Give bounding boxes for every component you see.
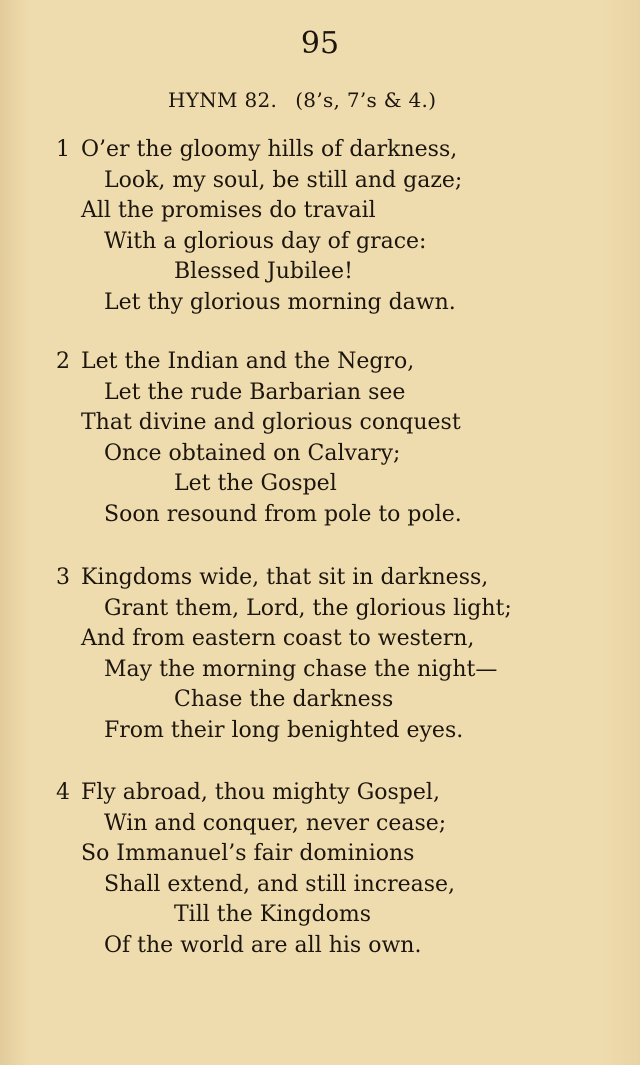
hymn-title: HYNM 82. — [168, 88, 278, 112]
verse-line: Fly abroad, thou mighty Gospel, — [81, 780, 440, 805]
verse-line: Blessed Jubilee! — [174, 259, 353, 284]
verse-line: With a glorious day of grace: — [104, 229, 427, 254]
verse-line: Win and conquer, never cease; — [104, 811, 447, 836]
verse-line: Chase the darkness — [174, 687, 394, 712]
verse-line: Kingdoms wide, that sit in darkness, — [81, 565, 489, 590]
verse-number: 2 — [56, 349, 70, 374]
verse-number: 1 — [56, 137, 70, 162]
verse-line: Let the Gospel — [174, 471, 337, 496]
verse-line: Of the world are all his own. — [104, 933, 422, 958]
verse-number: 3 — [56, 565, 70, 590]
verse-line: That divine and glorious conquest — [81, 410, 461, 435]
verse-line: From their long benighted eyes. — [104, 718, 464, 743]
verse-line: Shall extend, and still increase, — [104, 872, 456, 897]
verse-line: All the promises do travail — [81, 198, 376, 223]
verse-line: Till the Kingdoms — [174, 902, 372, 927]
verse-line: Grant them, Lord, the glorious light; — [104, 596, 512, 621]
verse-line: Once obtained on Calvary; — [104, 441, 401, 466]
verse-line: Let the Indian and the Negro, — [81, 349, 415, 374]
hymn-heading — [168, 88, 436, 112]
verse-line: And from eastern coast to western, — [81, 626, 475, 651]
verse-line: Let thy glorious morning dawn. — [104, 290, 456, 315]
verse-line: Soon resound from pole to pole. — [104, 502, 462, 527]
verse-number: 4 — [56, 780, 70, 805]
hymn-meter: (8’s, 7’s & 4.) — [295, 88, 437, 112]
verse-line: So Immanuel’s fair dominions — [81, 841, 415, 866]
verse-line: O’er the gloomy hills of darkness, — [81, 137, 458, 162]
page-number: 95 — [300, 26, 340, 61]
verse-line: Let the rude Barbarian see — [104, 380, 406, 405]
verse-line: Look, my soul, be still and gaze; — [104, 168, 463, 193]
verse-line: May the morning chase the night— — [104, 657, 498, 682]
